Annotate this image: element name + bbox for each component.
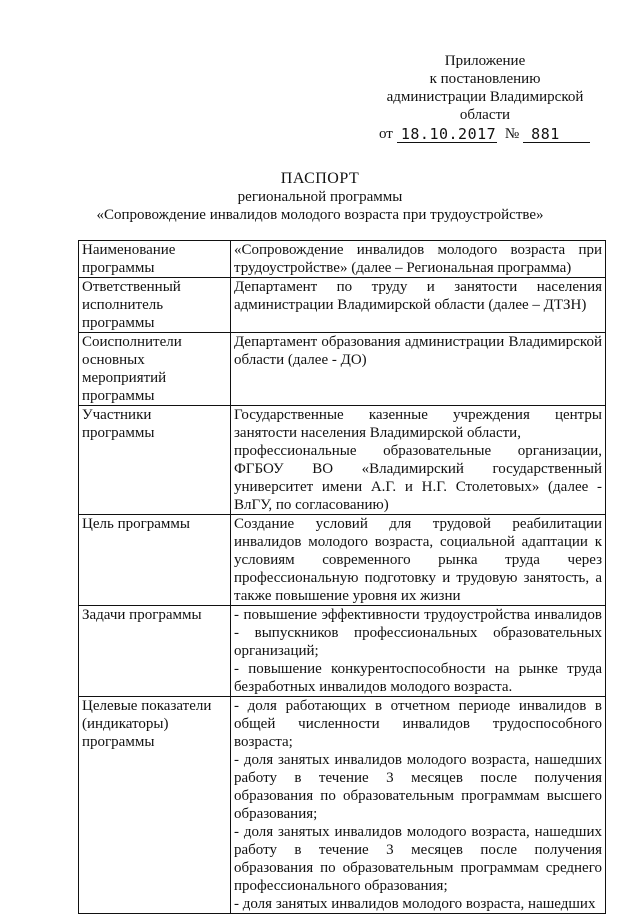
table-row bbox=[79, 697, 606, 914]
table-row bbox=[79, 333, 606, 406]
value-paragraph: Департамент по труду и занятости населения администрации Владимирской области (далее – ДТЗН) bbox=[234, 279, 602, 313]
row-value bbox=[231, 606, 606, 697]
value-paragraph: - доля занятых инвалидов молодого возраста, нашедших работу в течение 3 месяцев после получения образования по образовательным программам высшего образования; bbox=[234, 752, 602, 822]
row-label: Ответственный исполнитель программы bbox=[79, 278, 231, 333]
value-paragraph: Создание условий для трудовой реабилитации инвалидов молодого возраста, социальной адаптации к условиям современного рынка труда через профессиональную подготовку и трудовую занятость, а также повышение уровня их жизни bbox=[234, 516, 602, 604]
table-row bbox=[79, 278, 606, 333]
appendix-line-3: администрации Владимирской bbox=[386, 89, 584, 105]
value-paragraph: - доля работающих в отчетном периоде инвалидов в общей численности инвалидов трудоспособного возраста; bbox=[234, 698, 602, 750]
row-value bbox=[231, 697, 606, 914]
row-value bbox=[231, 515, 606, 606]
decree-date-line bbox=[379, 125, 590, 143]
table-row bbox=[79, 406, 606, 515]
appendix-line-1: Приложение bbox=[444, 53, 526, 69]
title-main: ПАСПОРТ bbox=[280, 170, 360, 187]
appendix-line-4: области bbox=[459, 107, 511, 123]
table-row bbox=[79, 606, 606, 697]
table-row bbox=[79, 241, 606, 278]
appendix-line-2: к постановлению bbox=[429, 71, 541, 87]
appendix-header bbox=[380, 52, 590, 143]
value-paragraph: Государственные казенные учреждения центры занятости населения Владимирской области, bbox=[234, 407, 602, 441]
value-paragraph: - доля занятых инвалидов молодого возраста, нашедших работу в течение 3 месяцев после получения образования по образовательным программам среднего профессионального образования; bbox=[234, 824, 602, 894]
number-prefix: № bbox=[504, 126, 520, 142]
row-label: Участники программы bbox=[79, 406, 231, 515]
table-row bbox=[79, 515, 606, 606]
value-paragraph: - доля занятых инвалидов молодого возраста, нашедших bbox=[234, 896, 596, 912]
row-label: Задачи программы bbox=[79, 606, 231, 697]
passport-table bbox=[78, 240, 606, 914]
row-value bbox=[231, 278, 606, 333]
decree-date: 18.10.2017 bbox=[397, 126, 497, 143]
program-name: «Сопровождение инвалидов молодого возраста при трудоустройстве» bbox=[96, 207, 544, 223]
decree-number: 881 bbox=[523, 126, 590, 143]
row-value bbox=[231, 241, 606, 278]
value-paragraph: Департамент образования администрации Владимирской области (далее - ДО) bbox=[234, 334, 602, 368]
value-paragraph: профессиональные образовательные организации, ФГБОУ ВО «Владимирский государственный университет имени А.Г. и Н.Г. Столетовых» (далее - ВлГУ, по согласованию) bbox=[234, 443, 602, 513]
row-value bbox=[231, 406, 606, 515]
row-label: Цель программы bbox=[79, 515, 231, 606]
date-prefix: от bbox=[379, 126, 393, 142]
row-label: Соисполнители основных мероприятий программы bbox=[79, 333, 231, 406]
row-label: Наименование программы bbox=[79, 241, 231, 278]
title-sub: региональной программы bbox=[237, 189, 403, 205]
row-value bbox=[231, 333, 606, 406]
row-label: Целевые показатели (индикаторы) программы bbox=[79, 697, 231, 914]
document-title bbox=[0, 170, 640, 224]
value-paragraph: - повышение эффективности трудоустройства инвалидов - выпускников профессиональных образовательных организаций; bbox=[234, 607, 602, 659]
value-paragraph: «Сопровождение инвалидов молодого возраста при трудоустройстве» (далее – Региональная программа) bbox=[234, 242, 602, 276]
value-paragraph: - повышение конкурентоспособности на рынке труда безработных инвалидов молодого возраста. bbox=[234, 661, 602, 695]
